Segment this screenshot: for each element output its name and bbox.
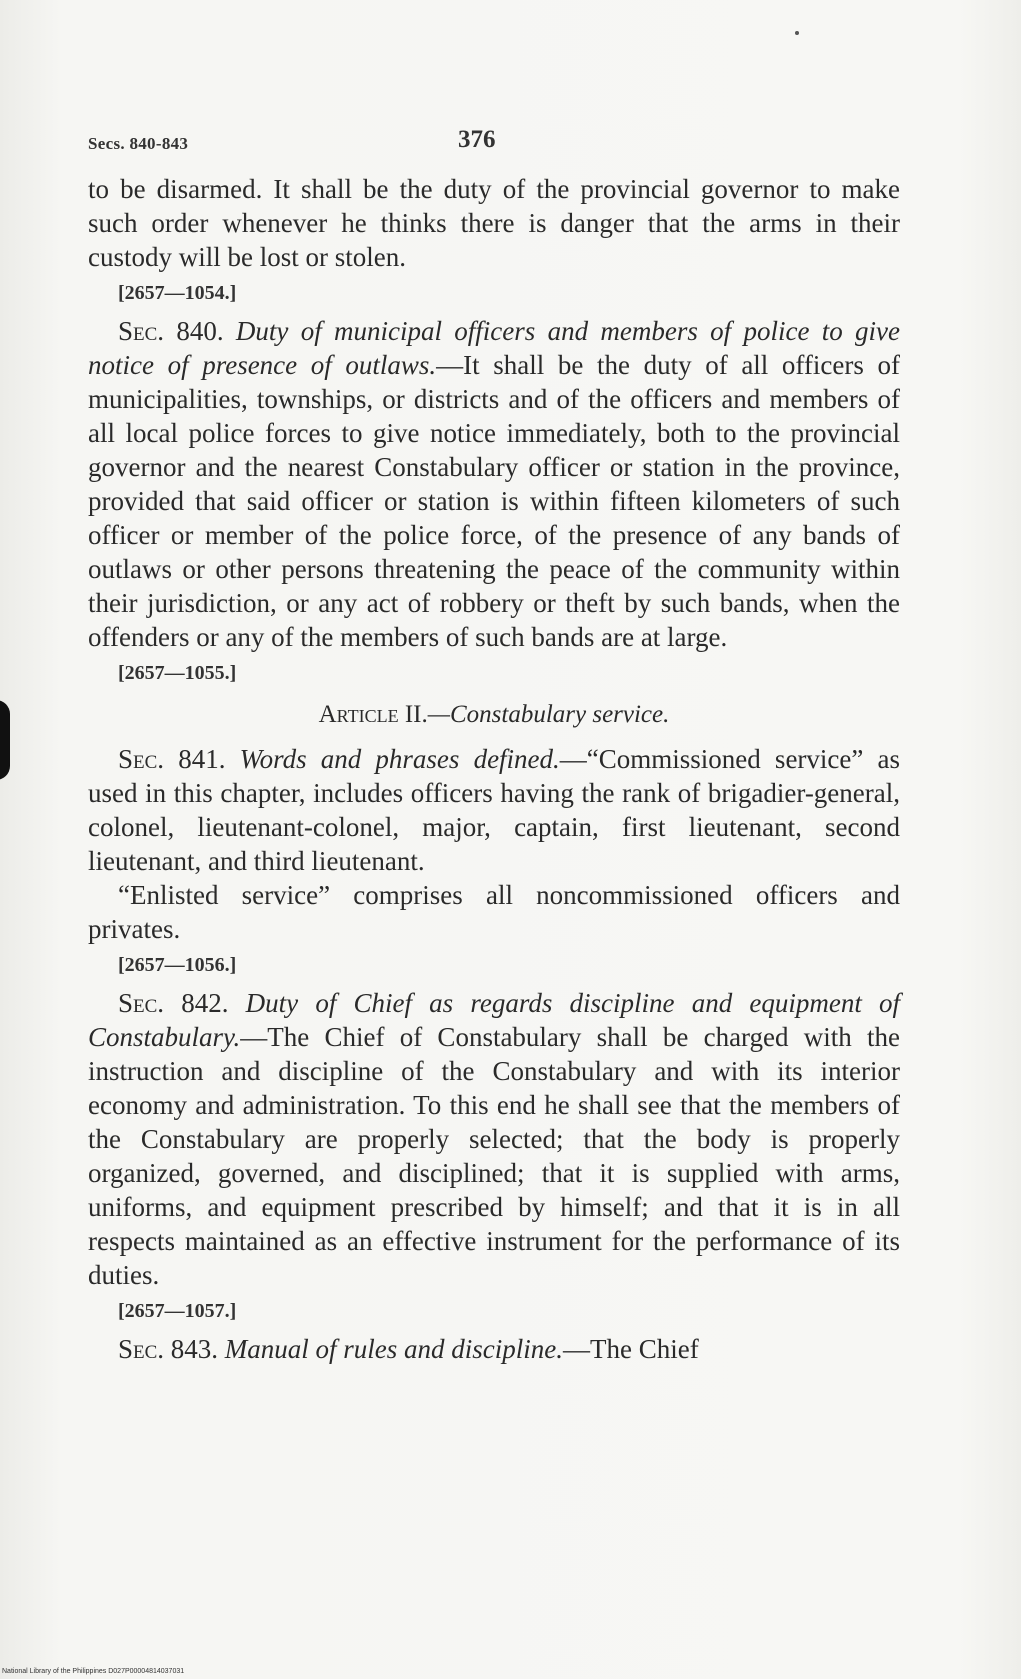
section-842 bbox=[88, 986, 900, 1292]
section-840-label: Sec. 840. bbox=[118, 316, 224, 346]
footer-archive-id: National Library of the Philippines D027P00004814037031 bbox=[2, 1668, 185, 1675]
section-842-title: Duty of Chief as regards discipline and equipment of Constabulary. bbox=[88, 988, 901, 1052]
enlisted-service-paragraph: “Enlisted service” comprises all noncommissioned officers and privates. bbox=[88, 880, 900, 944]
article-label: Article II. bbox=[318, 701, 428, 728]
section-843-title: Manual of rules and discipline. bbox=[224, 1334, 564, 1364]
section-840-text: —It shall be the duty of all officers of municipalities, townships, or districts and of the officers and members of all local police forces to give notice immediately, both to the provincial governor and the nearest Constabulary officer or station in the province, provided that said officer or station is within fifteen kilometers of such officer or member of the police force, of the presence of any bands of outlaws or other persons threatening the peace of the community within their jurisdiction, or any act of robbery or theft by such bands, when the offenders or any of the members of such bands are at large. bbox=[88, 350, 900, 652]
section-841 bbox=[88, 742, 900, 878]
section-841-label: Sec. 841. bbox=[118, 744, 226, 774]
page-text bbox=[88, 172, 900, 1366]
page-number: 376 bbox=[458, 126, 496, 153]
paragraph-continuation: to be disarmed. It shall be the duty of the provincial governor to make such order whenever he thinks there is danger that the arms in their custody will be lost or stolen. bbox=[88, 174, 900, 272]
reference-1054: [2657—1054.] bbox=[118, 282, 237, 304]
section-840 bbox=[88, 314, 900, 654]
section-842-text: —The Chief of Constabulary shall be charged with the instruction and discipline of the Constabulary and with its interior economy and administration. To this end he shall see that the members of the Constabulary are properly selected; that the body is properly organized, governed, and disciplined; that it is supplied with arms, uniforms, and equipment prescribed by himself; and that it is in all respects maintained as an effective instrument for the performance of its duties. bbox=[88, 1022, 900, 1290]
section-843 bbox=[88, 1332, 900, 1366]
reference-1057: [2657—1057.] bbox=[118, 1300, 237, 1322]
page-header bbox=[88, 126, 908, 156]
section-841-title: Words and phrases defined. bbox=[239, 744, 560, 774]
section-range: Secs. 840-843 bbox=[88, 134, 189, 153]
binding-mark bbox=[0, 700, 10, 780]
section-843-text: —The Chief bbox=[563, 1334, 699, 1364]
reference-1055: [2657—1055.] bbox=[118, 662, 237, 684]
scan-speck bbox=[795, 31, 799, 35]
section-841-text: —“Commissioned service” as used in this chapter, includes officers having the rank of brigadier-general, colonel, lieutenant-colonel, major, captain, first lieutenant, second lieutenant, and third lieutenant. bbox=[88, 744, 901, 876]
reference-1056: [2657—1056.] bbox=[118, 954, 237, 976]
article-title: —Constabulary service. bbox=[427, 701, 670, 728]
section-843-label: Sec. 843. bbox=[118, 1334, 219, 1364]
section-840-title: Duty of municipal officers and members of police to give notice of presence of outlaws. bbox=[88, 316, 901, 380]
section-842-label: Sec. 842. bbox=[118, 988, 229, 1018]
article-heading bbox=[88, 698, 900, 732]
